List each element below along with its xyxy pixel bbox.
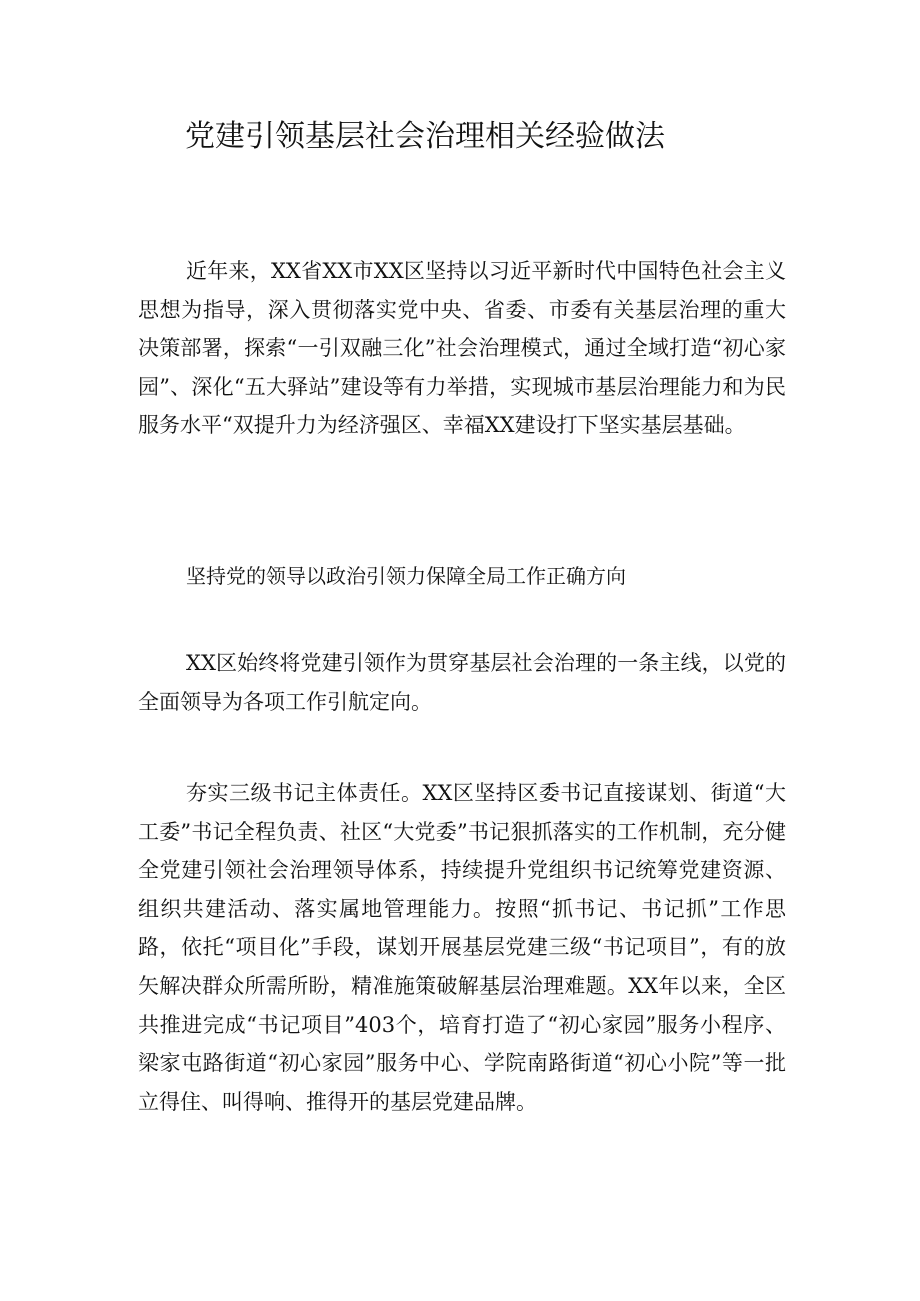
paragraph-party-leadership: XX区始终将党建引领作为贯穿基层社会治理的一条主线，以党的全面领导为各项工作引航定向。 [138,651,786,714]
paragraph-secretary-responsibility: 夯实三级书记主体责任。XX区坚持区委书记直接谋划、街道“大工委”书记全程负责、社区“大党委”书记狠抓落实的工作机制，充分健全党建引领社会治理领导体系，持续提升党组织书记统筹党建资源、组织共建活动、落实属地管理能力。按照“抓书记、书记抓”工作思路，依托“项目化”手段，谋划开展基层党建三级“书记项目”，有的放矢解决群众所需所盼，精准施策破解基层治理难题。XX年以来，全区共推进完成“书记项目”403个，培育打造了“初心家园”服务小程序、梁家屯路街道“初心家园”服务中心、学院南路街道“初心小院”等一批立得住、叫得响、推得开的基层党建品牌。 [138,781,786,1114]
section-heading: 坚持党的领导以政治引领力保障全局工作正确方向 [186,564,626,588]
document-title: 党建引领基层社会治理相关经验做法 [185,119,665,154]
paragraph-intro: 近年来，XX省XX市XX区坚持以习近平新时代中国特色社会主义思想为指导，深入贯彻落实党中央、省委、市委有关基层治理的重大决策部署，探索“一引双融三化”社会治理模式，通过全域打造“初心家园”、深化“五大驿站”建设等有力举措，实现城市基层治理能力和为民服务水平“双提升力为经济强区、幸福XX建设打下坚实基层基础。 [138,259,786,438]
